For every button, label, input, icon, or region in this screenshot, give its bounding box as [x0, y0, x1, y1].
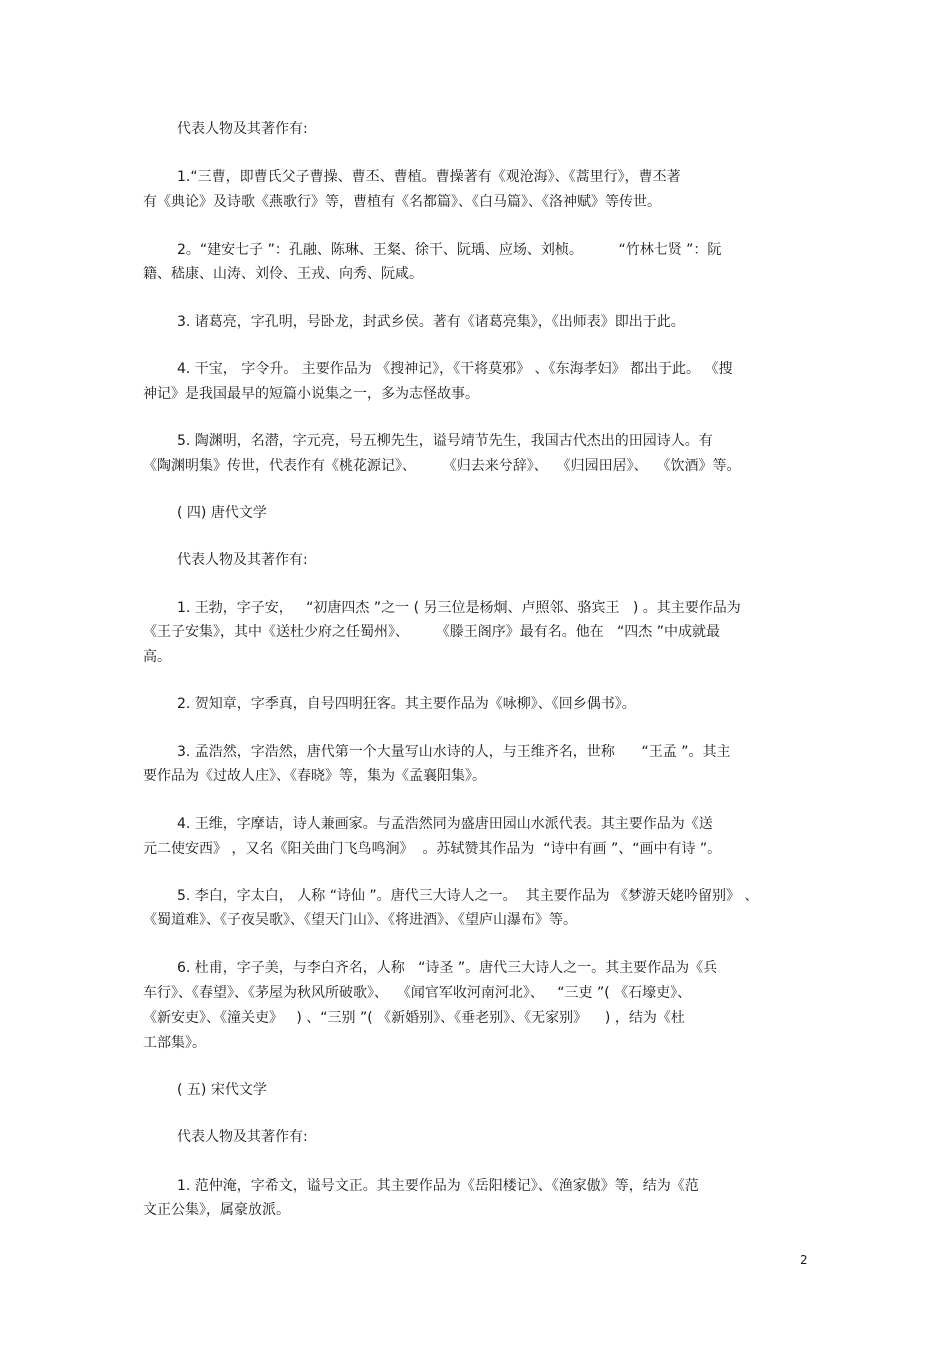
- text-line: 1. 范仲淹，字希文，谥号文正。其主要作品为《岳阳楼记》、《渔家傲》等，结为《范: [177, 1178, 699, 1194]
- text-line: 车行》、《春望》、《茅屋为秋风所破歌》、 《闻官军收河南河北》、 “三吏 ”( 《石壕吏》、: [143, 985, 692, 1001]
- text-line: 《蜀道难》、《子夜吴歌》、《望天门山》、《将进酒》、《望庐山瀑布》等。: [143, 912, 577, 928]
- section-heading: ( 四) 唐代文学: [177, 505, 267, 521]
- text-line: 5. 李白，字太白， 人称 “诗仙 ”。唐代三大诗人之一。 其主要作品为 《梦游天姥吟留别》 、: [177, 888, 759, 904]
- text-line: 要作品为《过故人庄》、《春晓》等，集为《孟襄阳集》。: [143, 768, 486, 784]
- text-line: 代表人物及其著作有:: [177, 552, 308, 568]
- text-line: 神记》是我国最早的短篇小说集之一，多为志怪故事。: [143, 386, 479, 402]
- page-number: 2: [800, 1253, 808, 1267]
- text-line: 元二使安西》 ，又名《阳关曲门飞鸟鸣涧》 。苏轼赞其作品为 “诗中有画 ”、“画中有诗 ”。: [143, 841, 722, 857]
- text-line: 文正公集》，属豪放派。: [143, 1202, 290, 1218]
- text-line: 4. 干宝， 字令升。 主要作品为 《搜神记》，《干将莫邪》 、《东海孝妇》 都出于此。 《搜: [177, 361, 733, 377]
- text-line: 6. 杜甫，字子美，与李白齐名，人称 “诗圣 ”。唐代三大诗人之一。其主要作品为《兵: [177, 960, 718, 976]
- text-line: 3. 诸葛亮，字孔明，号卧龙，封武乡侯。著有《诸葛亮集》，《出师表》即出于此。: [177, 314, 685, 330]
- text-line: 1. 王勃，字子安， “初唐四杰 ”之一 ( 另三位是杨炯、卢照邻、骆宾王 ) 。其主要作品为: [177, 600, 741, 616]
- text-line: 工部集》。: [143, 1035, 206, 1051]
- text-line: 代表人物及其著作有:: [177, 1129, 308, 1145]
- text-line: 3. 孟浩然，字浩然，唐代第一个大量写山水诗的人，与王维齐名，世称 “王孟 ”。其主: [177, 744, 731, 760]
- text-line: 2。“建安七子 ”：孔融、陈琳、王粲、徐干、阮瑀、应场、刘桢。 “竹林七贤 ”：阮: [177, 242, 722, 258]
- text-line: 有《典论》及诗歌《燕歌行》等，曹植有《名都篇》、《白马篇》、《洛神赋》等传世。: [143, 194, 661, 210]
- text-line: 2. 贺知章，字季真，自号四明狂客。其主要作品为《咏柳》、《回乡偶书》。: [177, 696, 636, 712]
- text-line: 《陶渊明集》传世，代表作有《桃花源记》、 《归去来兮辞》、 《归园田居》、 《饮酒》等。: [143, 458, 741, 474]
- text-line: 《新安吏》、《潼关吏》 ) 、“三别 ”( 《新婚别》、《垂老别》、《无家别》 ) ，结为《杜: [143, 1010, 685, 1026]
- text-line: 4. 王维，字摩诘，诗人兼画家。与孟浩然同为盛唐田园山水派代表。其主要作品为《送: [177, 816, 713, 832]
- text-line: 《王子安集》，其中《送杜少府之任蜀州》、 《滕王阁序》最有名。他在 “四杰 ”中成就最: [143, 624, 721, 640]
- text-line: 代表人物及其著作有:: [177, 121, 308, 137]
- section-heading: ( 五) 宋代文学: [177, 1082, 267, 1098]
- text-line: 5. 陶渊明，名潜，字元亮，号五柳先生，谥号靖节先生，我国古代杰出的田园诗人。有: [177, 433, 713, 449]
- text-line: 高。: [143, 649, 171, 665]
- text-line: 籍、嵇康、山涛、刘伶、王戎、向秀、阮咸。: [143, 266, 423, 282]
- text-line: 1.“三曹，即曹氏父子曹操、曹丕、曹植。曹操著有《观沧海》、《蒿里行》，曹丕著: [177, 169, 681, 185]
